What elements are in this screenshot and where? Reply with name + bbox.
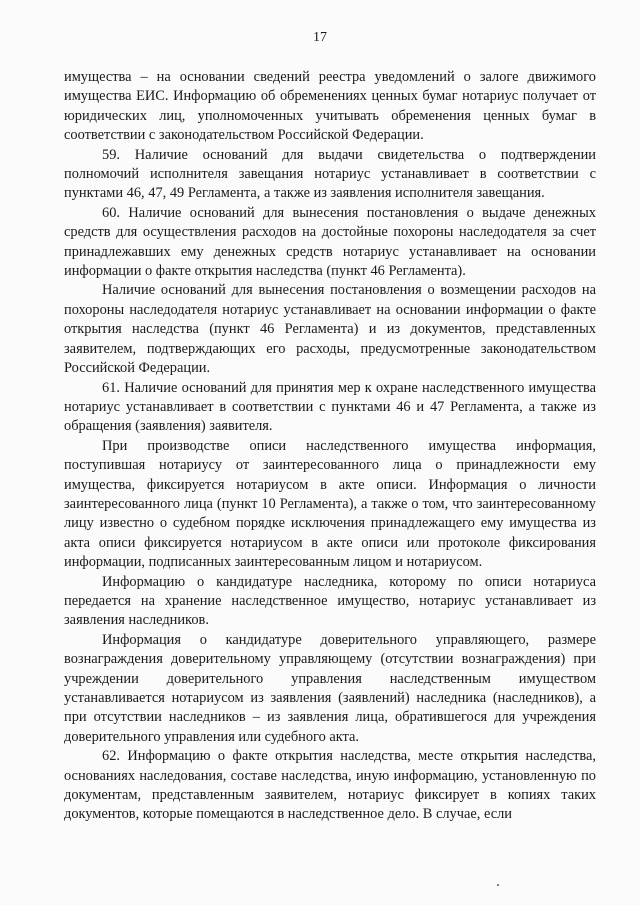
paragraph-trust-manager: Информация о кандидатуре доверительного управляющего, размере вознаграждения доверительному управляющему (отсутствии вознаграждения) при учреждении доверительного управления наследственным имуществом устанавливается нотариусом из заявления (заявлений) наследника (наследников), а при отсутствии наследников – из заявления лица, обратившегося для учреждения доверительного управления или судебного акта.	[64, 631, 596, 745]
document-body	[64, 68, 596, 825]
paragraph-encumbrance-continuation: имущества – на основании сведений реестра уведомлений о залоге движимого имущества ЕИС. Информацию об обременениях ценных бумаг нотариус получает от юридических лиц, уполномоченных учитывать обременения ценных бумаг в соответствии с законодательством Российской Федерации.	[64, 69, 596, 144]
paragraph-heir-candidate: Информацию о кандидатуре наследника, которому по описи нотариуса передается на хранение наследственное имущество, нотариус устанавливает из заявления наследников.	[64, 573, 596, 629]
paragraph-inventory: При производстве описи наследственного имущества информация, поступившая нотариусу от заинтересованного лица о принадлежности ему имущества, фиксируется нотариусом в акте описи. Информация о личности заинтересованного лица (пункт 10 Регламента), а также о том, что заинтересованному лицу известно о судебном порядке исключения принадлежащего ему имущества из акта описи фиксируется нотариусом в акте описи или протоколе фиксирования информации, подписанных заинтересованным лицом и нотариусом.	[64, 437, 596, 571]
paragraph-item-61: 61. Наличие оснований для принятия мер к охране наследственного имущества нотариус устанавливает в соответствии с пунктами 46 и 47 Регламента, а также из обращения (заявления) заявителя.	[64, 379, 596, 435]
paragraph-item-60: 60. Наличие оснований для вынесения постановления о выдаче денежных средств для осуществления расходов на достойные похороны наследодателя за счет принадлежавших ему денежных средств нотариус устанавливает на основании информации о факте открытия наследства (пункт 46 Регламента).	[64, 204, 596, 280]
paragraph-item-59: 59. Наличие оснований для выдачи свидетельства о подтверждении полномочий исполнителя завещания нотариус устанавливает в соответствии с пунктами 46, 47, 49 Регламента, а также из заявления исполнителя завещания.	[64, 146, 596, 202]
scan-speck	[497, 884, 499, 886]
paragraph-item-62: 62. Информацию о факте открытия наследства, месте открытия наследства, основаниях наследования, составе наследства, иную информацию, установленную по документам, представленным заявителем, нотариус фиксирует в копиях таких документов, которые помещаются в наследственное дело. В случае, если	[64, 748, 596, 823]
paragraph-funeral-expenses: Наличие оснований для вынесения постановления о возмещении расходов на похороны наследодателя нотариус устанавливает на основании информации о факте открытия наследства (пункт 46 Регламента) и из документов, представленных заявителем, подтверждающих его расходы, предусмотренные законодательством Российской Федерации.	[64, 282, 596, 377]
page-number: 17	[313, 30, 327, 45]
